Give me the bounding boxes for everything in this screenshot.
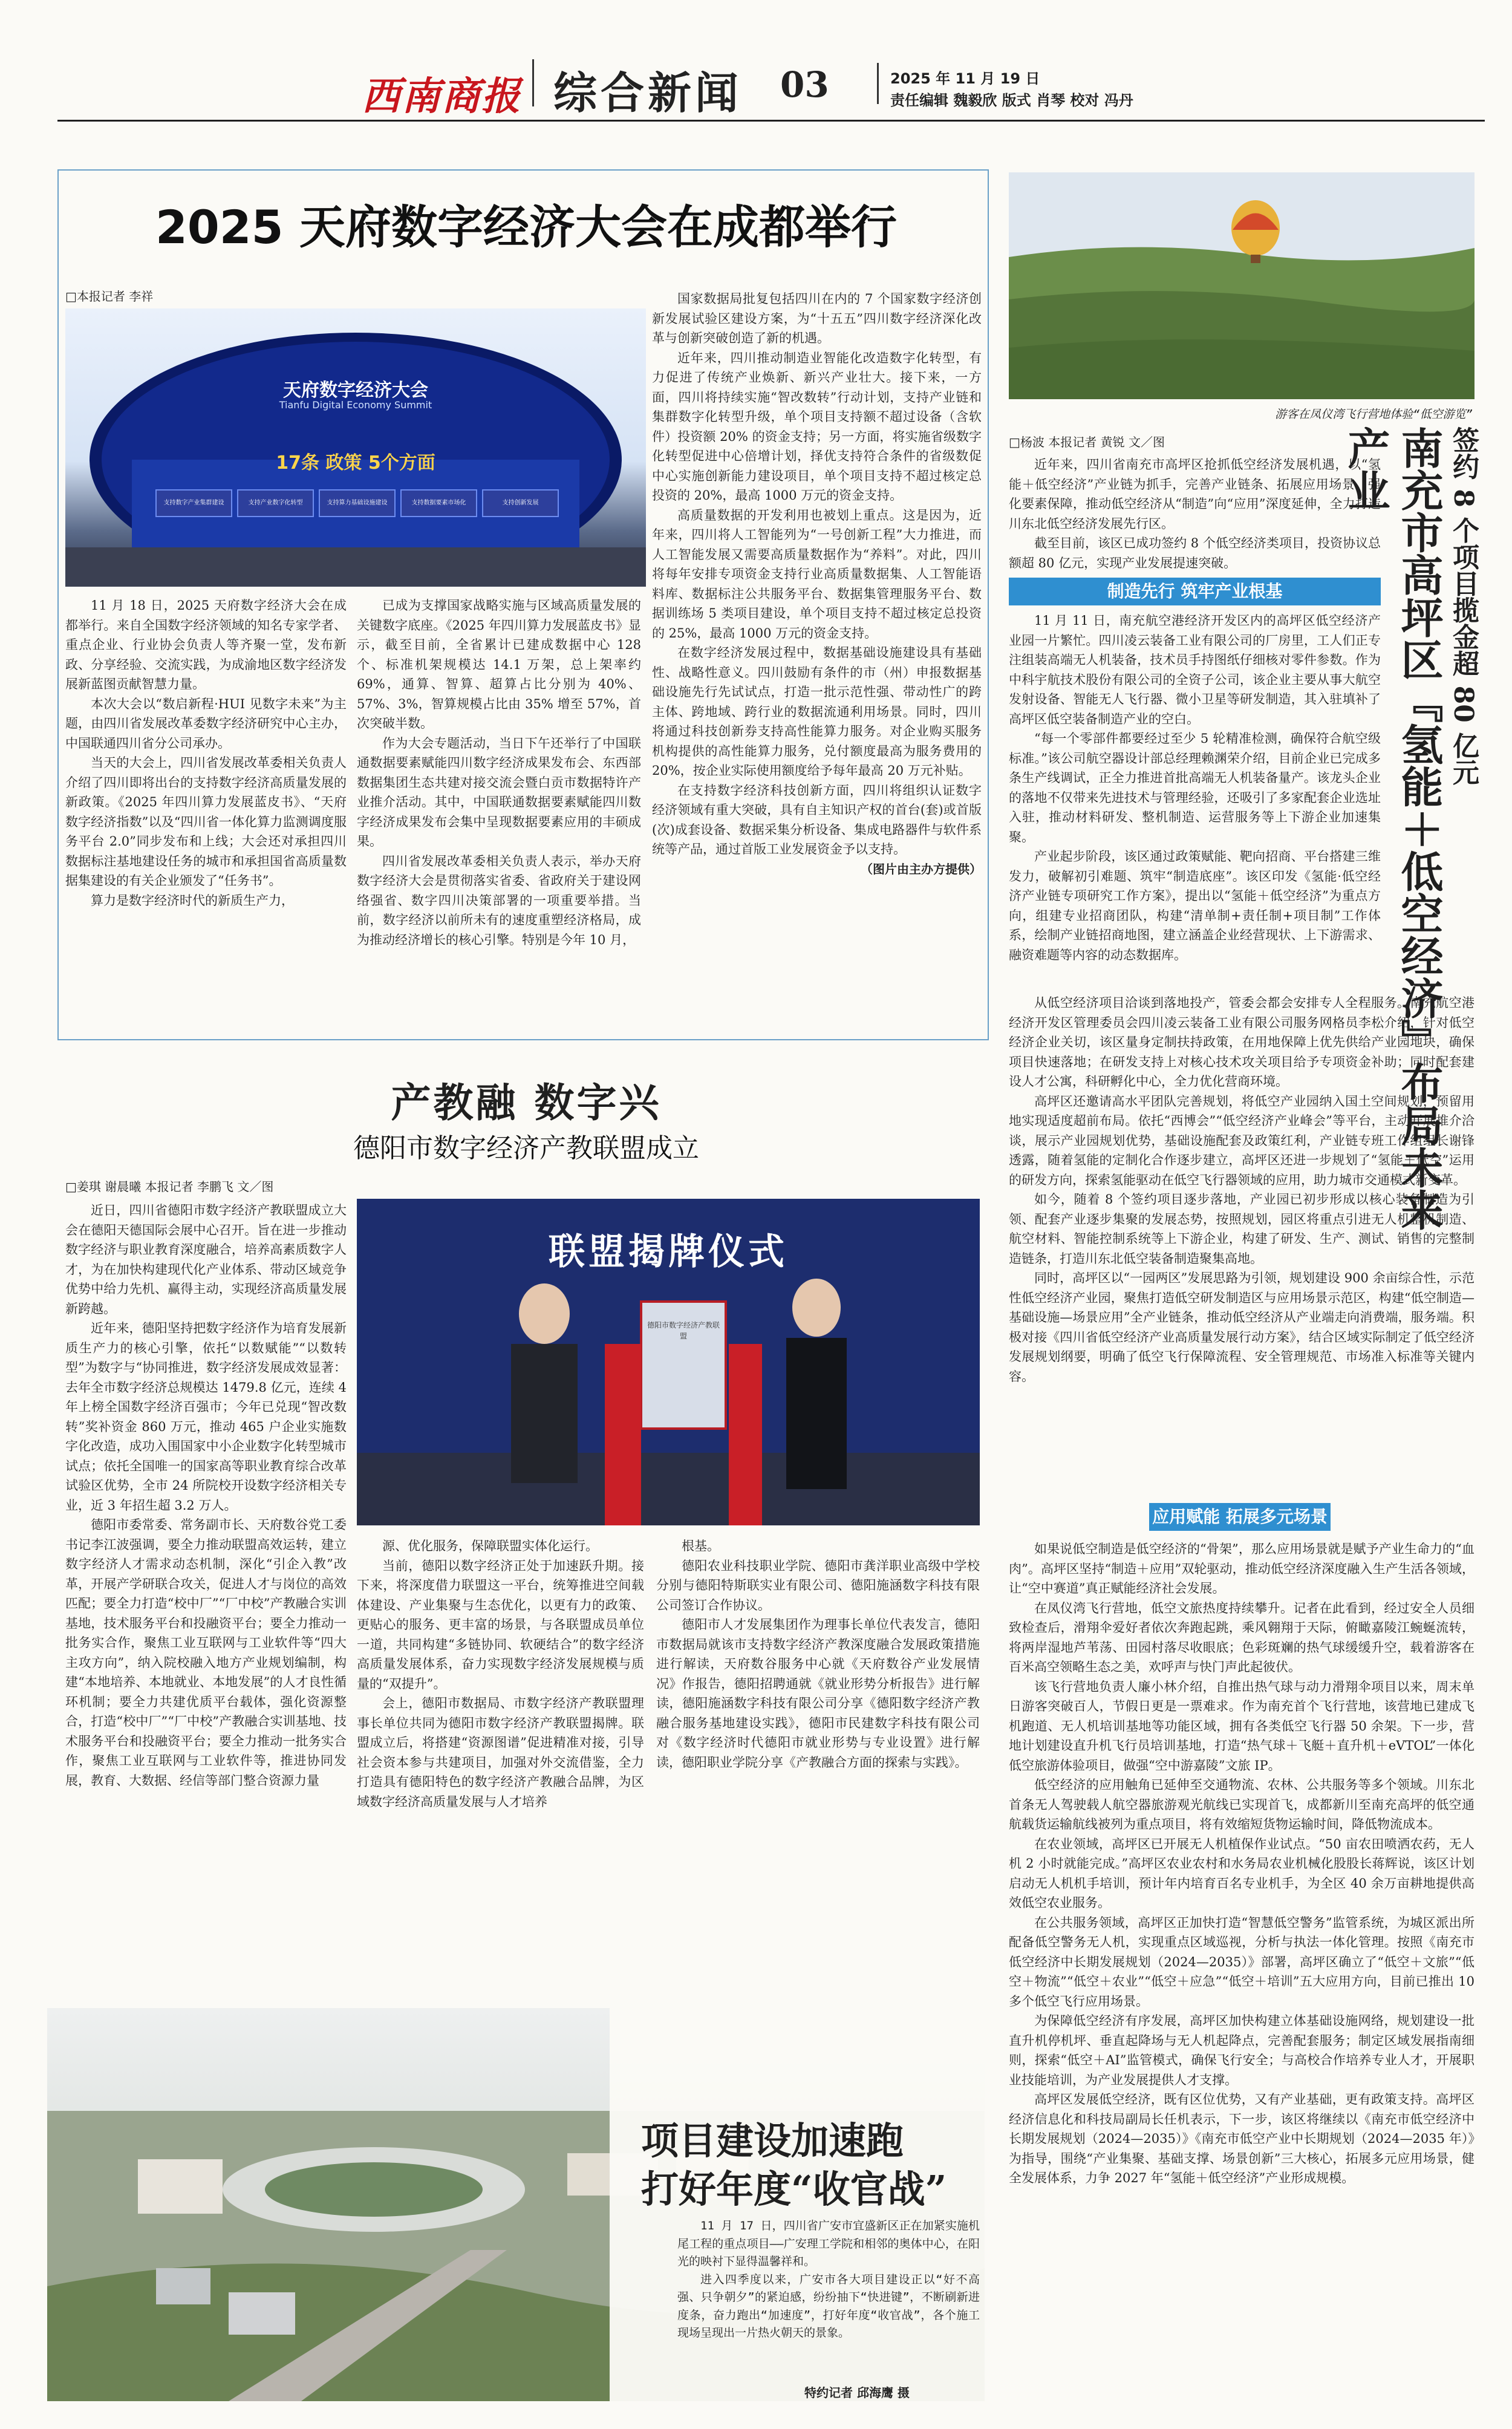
paragraph: 近年来，德阳坚持把数字经济作为培育发展新质生产力的核心引擎，依托“以数赋能”“以数转型”为数字与“协同推进，数字经济发展成效显著：去年全市数字经济总规模达 1479.8 亿元，连续 4 年上榜全国数字经济百强市；今年已兑现“智改数转”奖补资金 860 万元，推动 465 户企业实施数字化改造，成功入围国家中小企业数字化转型城市试点；依托全国唯一的国家高等职业教育综合改革试验区优势，全市 24 所院校开设数字经济相关专业，近 3 年招生超 3.2 万人。 — [65, 1321, 347, 1513]
summit-panel: 支持创新发展 — [502, 500, 539, 506]
paragraph: 在支持数字经济科技创新方面，四川将组织认证数字经济领域有重大突破，具有自主知识产权的首台(套)或首版(次)成套设备、数据采集分析设备、集成电路器件与软件系统等产品，通过首版工业发展资金予以支持。 — [652, 783, 982, 856]
paragraph: 四川省发展改革委相关负责人表示，举办天府数字经济大会是贯彻落实省委、省政府关于建设网络强省、数字四川决策部署的一项重要举措。当前，数字经济以前所未有的速度重塑经济格局，成为推动经济增长的核心引擎。特别是今年 10 月， — [357, 853, 641, 947]
article2-column-1 — [65, 1201, 347, 2023]
article3-text — [677, 2217, 980, 2381]
article4-intro — [1009, 455, 1381, 570]
article3-photo-credit: 特约记者 邱海鹰 摄 — [804, 2385, 910, 2400]
paragraph: 作为大会专题活动，当日下午还举行了中国联通数据要素赋能四川数字经济成果发布会、东西部数据集团生态共建对接交流会暨白贡市数据特许产业推介活动。其中，中国联通数据要素赋能四川数字经济成果发布会集中呈现数据要素应用的丰硕成果。 — [357, 735, 641, 849]
paragraph: 德阳市人才发展集团作为理事长单位代表发言，德阳市数据局就该市支持数字经济产教深度融合发展政策措施进行解读，天府数谷服务中心就《天府数谷产业发展情况》作报告，德阳招聘通就《就业形势分析报告》进行解读，德阳施涵数字科技有限公司分享《德阳数字经济产教融合服务基地建设实践》，德阳市民建数字科技有限公司对《数字经济时代德阳市就业形势与专业设置》进行解读，德阳职业学院分享《产教融合方面的探索与实践》。 — [656, 1617, 980, 1770]
paragraph: 国家数据局批复包括四川在内的 7 个国家数字经济创新发展试验区建设方案，为“十五五”四川数字经济深化改革与创新突破创造了新的机遇。 — [652, 292, 982, 345]
paragraph: 11 月 11 日，南充航空港经济开发区内的高坪区低空经济产业园一片繁忙。四川凌云装备工业有限公司的厂房里，工人们正专注组装高端无人机装备，技术员手持图纸仔细核对零件参数。作为中科宇航技术股份有限公司的全资子公司，该企业主要从事大航空发射设备、智能无人飞行器、微小卫星等研发制造，其入驻填补了高坪区低空装备制造产业的空白。 — [1009, 613, 1381, 726]
hot-air-balloon-photo — [1009, 172, 1475, 399]
paragraph: 高坪区还邀请高水平团队完善规划，将低空产业园纳入国土空间规划，预留用地实现适度超前布局。依托“西博会”“低空经济产业峰会”等平台，主动开展推介洽谈，展示产业园规划优势，基础设施配套及政策红利，产业链专班工作组组长谢锋透露，随着氢能的定制化合作逐步建立，高坪区还进一步规划了“氢能＋低空”运用的研发方向，探索氢能驱动在低空飞行器领域的应用，助力城市交通模式新变革。 — [1009, 1094, 1475, 1187]
masthead-divider — [532, 59, 534, 106]
balloon-photo-caption: 游客在凤仪湾飞行营地体验“低空游览” — [1275, 408, 1473, 421]
paragraph: 进入四季度以来，广安市各大项目建设正以“好不高强、只争朝夕”的紧迫感，纷纷抽下“快进键”，不断刷新进度条，奋力跑出“加速度”，打好年度“收官战”，各个施工现场呈现出一片热火朝天的景象。 — [677, 2272, 980, 2339]
summit-panel: 支持数字产业集群建设 — [163, 500, 224, 506]
article4-section1 — [1009, 611, 1381, 989]
paragraph: 德阳农业科技职业学院、德阳市龚洋职业高级中学校分别与德阳特斯联实业有限公司、德阳施涵数字科技有限公司签订合作协议。 — [656, 1558, 980, 1612]
page-number: 03 — [780, 64, 829, 105]
article4-section3 — [1009, 1539, 1475, 2404]
paragraph: 高质量数据的开发利用也被划上重点。这是因为，近年来，四川将人工智能列为“一号创新工程”大力推进，而人工智能发展又需要高质量数据作为“养料”。对此，四川将每年安排专项资金支持行业高质量数据集、人工智能语料库、数据标注公共服务平台、数据集管理服务平台、数据训练场 5 类项目建设，单个项目支持不超过核定总投资的 25%，最高 1000 万元的资金支持。 — [652, 507, 982, 641]
article1-column-3 — [652, 289, 982, 1033]
paragraph: 近年来，四川推动制造业智能化改造数字化转型，有力促进了传统产业焕新、新兴产业壮大。接下来，一方面，四川将持续实施“智改数转”行动计划，支持产业链和集群数字化转型升级，单个项目支持额不超过设备（含软件）投资额 20% 的资金支持；另一方面，将实施省级数字化转型促进中心倍增计划，择优支持符合条件的省级数促中心实施创新能力建设项目，单个项目支持不超过核定总投资的 20%，最高 1000 万元的资金支持。 — [652, 350, 982, 503]
article2-column-2 — [357, 1536, 644, 1996]
editor-credits: 责任编辑 魏毅欣 版式 肖琴 校对 冯丹 — [890, 92, 1133, 109]
paragraph: 产业起步阶段，该区通过政策赋能、靶向招商、平台搭建三维发力，破解初引难题、筑牢“制造底座”。该区印发《氢能·低空经济产业链专项研究工作方案》，提出以“氢能＋低空经济”为重点方向，组建专业招商团队，构建“清单制+责任制+项目制”工作体系，绘制产业链招商地图，建立涵盖企业经营现状、上下游需求、融资难题等内容的动态数据库。 — [1009, 849, 1381, 962]
paragraph: “每一个零部件都要经过至少 5 轮精准检测，确保符合航空级标准。”该公司航空器设计部总经理赖渊荣介绍，目前企业已完成多条生产线调试，正全力推进首批高端无人机装备量产。该龙头企业的落地不仅带来先进技术与管理经验，还吸引了多家配套企业选址入驻，推动材料研发、整机制造、运营服务等上下游企业加速集聚。 — [1009, 731, 1381, 844]
alliance-plaque-text: 德阳市数字经济产教联盟 — [647, 1321, 720, 1340]
article3-headline-2: 打好年度“收官战” — [641, 2167, 947, 2211]
summit-panel: 支持产业数字化转型 — [248, 500, 303, 506]
article4-byline: □杨波 本报记者 黄锐 文／图 — [1009, 435, 1165, 449]
article4-section2 — [1009, 993, 1475, 1490]
article1-column-1 — [65, 596, 347, 1028]
paragraph: 源、优化服务，保障联盟实体化运行。 — [382, 1539, 598, 1553]
summit-photo — [65, 308, 646, 587]
alliance-photo — [357, 1199, 980, 1525]
article4-headline: 南充市高坪区『氢能＋低空经济』布局未来产业 — [1341, 426, 1444, 1231]
paragraph: 同时，高坪区以“一园两区”发展思路为引领，规划建设 900 余亩综合性，示范性低空经济产业园，聚焦打造低空研发制造区与应用场景示范区，构建“低空制造—基础设施—场景应用”全产业链条，推动低空经济从产业端走向消费端，服务端。积极对接《四川省低空经济产业高质量发展行动方案》，结合区域实际制定了低空经济发展规划纲要，明确了低空飞行保障流程、安全管理规范、市场准入标准等关键内容。 — [1009, 1271, 1475, 1384]
paragraph: 11 月 17 日，四川省广安市宜盛新区正在加紧实施机尾工程的重点项目——广安理工学院和相邻的奥体中心，在阳光的映衬下显得温馨祥和。 — [677, 2219, 980, 2268]
article3-headline-1: 项目建设加速跑 — [641, 2119, 904, 2163]
paragraph: 在公共服务领域，高坪区正加快打造“智慧低空警务”监管系统，为城区派出所配备低空警务无人机，实现重点区域巡视，分析与执法一体化管理。按照《南充市低空经济中长期发展规划（2024—2035）》部署，高坪区确立了“低空＋文旅”“低空＋物流”“低空＋农业”“低空＋应急”“低空＋培训”五大应用方向，目前已推出 10 多个低空飞行应用场景。 — [1009, 1915, 1475, 2009]
summit-panel: 支持数据要素市场化 — [411, 500, 466, 506]
article1-headline: 2025 天府数字经济大会在成都举行 — [155, 200, 897, 254]
article1-photo-credit: （图片由主办方提供） — [861, 861, 982, 876]
summit-panel: 支持算力基础设施建设 — [327, 500, 388, 506]
article1-byline: □本报记者 李祥 — [65, 289, 154, 304]
masthead-rule — [57, 120, 1485, 122]
article4-kicker: 签约 8 个项目揽金超 80 亿元 — [1448, 426, 1479, 786]
paragraph: 本次大会以“数启新程·HUI 见数字未来”为主题，由四川省发展改革委数字经济研究中心主办，中国联通四川省分公司承办。 — [65, 696, 347, 751]
article2-column-3 — [656, 1536, 980, 1996]
paragraph: 11 月 18 日，2025 天府数字经济大会在成都举行。来自全国数字经济领域的知名专家学者、重点企业、行业协会负责人等齐聚一堂，发布新政、分享经验、交流实践，为成渝地区数字经济发展新蓝图贡献智慧力量。 — [65, 598, 347, 691]
paragraph: 近日，四川省德阳市数字经济产教联盟成立大会在德阳天德国际会展中心召开。旨在进一步推动数字经济与职业教育深度融合，培养高素质数字人才，为在加快构建现代化产业体系、带动区域竞争优势中给力先机、赢得主动，实现经济高质量发展新跨越。 — [65, 1203, 347, 1316]
summit-screen-subtitle: Tianfu Digital Economy Summit — [279, 399, 432, 411]
section-title-manufacturing: 制造先行 筑牢产业根基 — [1009, 578, 1381, 605]
masthead — [0, 0, 1512, 119]
alliance-banner-title: 联盟揭牌仪式 — [549, 1231, 788, 1273]
paragraph: 当前，德阳以数字经济正处于加速跃升期。接下来，将深度借力联盟这一平台，统筹推进空间载体建设、产业集聚与生态优化，以更有力的政策、更贴心的服务、更丰富的场景，与各联盟成员单位一道，共同构建“多链协同、软硬结合”的数字经济高质量发展体系，奋力实现数字经济发展规模与质量的“双提升”。 — [357, 1558, 644, 1691]
paragraph: 在数字经济发展过程中，数据基础设施建设具有基础性、战略性意义。四川鼓励有条件的市（州）申报数据基础设施先行先试试点，打造一批示范性强、带动性广的跨主体、跨地域、跨行业的数据流通利用场景。同时，四川将通过科技创新券支持高性能算力服务。对企业购买服务机构提供的高性能算力服务，兑付额度最高为服务费用的 20%，按企业实际使用额度给予每年最高 20 万元补贴。 — [652, 645, 982, 778]
summit-screen-title: 天府数字经济大会 — [283, 380, 428, 401]
article2-headline: 产教融 数字兴 — [391, 1079, 662, 1126]
article2-byline: □姜琪 谢晨曦 本报记者 李鹏飞 文／图 — [65, 1179, 274, 1194]
paragraph: 算力是数字经济时代的新质生产力， — [91, 893, 294, 908]
paragraph: 如今，随着 8 个签约项目逐步落地，产业园已初步形成以核心装备制造为引领、配套产业逐步集聚的发展态势，按照规划，园区将重点引进无人机整机制造、航空材料、智能控制系统等上下游企业，构建了研发、生产、测试、销售的完整制造链条，打造川东北低空装备制造聚集高地。 — [1009, 1192, 1475, 1266]
paragraph: 德阳市委常委、常务副市长、天府数谷党工委书记李江波强调，要全力推动联盟高效运转，建立数字经济人才需求动态机制，深化“引企入教”改革，开展产学研联合攻关，促进人才与岗位的高效匹配；要全力打造“校中厂”“厂中校”产教融合实训基地，技术服务平台和投融资平台；要全力推动一批务实合作，聚焦工业互联网与工业软件等“四大主攻方向”，纳入院校融入地方产业规划编制，构建“本地培养、本地就业、本地发展”的人才良性循环机制；要全力共建优质平台载体，强化资源整合，打造“校中厂”“厂中校”产教融合实训基地、技术服务平台和投融资平台；要全力推动一批务实合作，聚焦工业互联网与工业软件等，推进协同发展，教育、大数据、经信等部门整合资源力量 — [65, 1518, 347, 1788]
paragraph: 该飞行营地负责人廉小林介绍，自推出热气球与动力滑翔伞项目以来，周末单日游客突破百人，节假日更是一票难求。作为南充首个飞行营地，该营地已建成飞机跑道、无人机培训基地等功能区域，拥有各类低空飞行器 50 余架。下一步，营地计划建设直升机飞行员培训基地，打造“热气球＋飞艇＋直升机＋eVTOL”一体化低空旅游体验项目，做强“空中游嘉陵”文旅 IP。 — [1009, 1679, 1475, 1773]
paragraph: 当天的大会上，四川省发展改革委相关负责人介绍了四川即将出台的支持数字经济高质量发展的新政策。《2025 年四川算力发展蓝皮书》、“天府数字经济指数”以及“四川省一体化算力监测调度服务平台 2.0”同步发布和上线；大会还对承担四川数据标注基地建设任务的城市和承担国省高质量数据集建设的有关企业颁发了“任务书”。 — [65, 755, 347, 888]
section-name: 综合新闻 — [553, 67, 743, 119]
paragraph: 低空经济的应用触角已延伸至交通物流、农林、公共服务等多个领域。川东北首条无人驾驶载人航空器旅游观光航线已实现首飞，成都新川至南充高坪的低空通航载货运输航线被列为重点项目，将有效缩短货物运输时间，降低物流成本。 — [1009, 1778, 1475, 1831]
paragraph: 根基。 — [682, 1539, 720, 1553]
article2-subheadline: 德阳市数字经济产教联盟成立 — [353, 1133, 699, 1164]
paragraph: 近年来，四川省南充市高坪区抢抓低空经济发展机遇，以“氢能＋低空经济”产业链为抓手，完善产业链条、拓展应用场景、强化要素保障，推动低空经济从“制造”向“应用”深度延伸，全力打造川东北低空经济发展先行区。 — [1009, 457, 1381, 531]
paragraph: 在农业领域，高坪区已开展无人机植保作业试点。“50 亩农田喷洒农药，无人机 2 小时就能完成。”高坪区农业农村和水务局农业机械化股股长蒋辉说，该区计划启动无人机机手培训，预计年内培育百名专业机手，为全区 40 余万亩耕地提供高效低空农业服务。 — [1009, 1836, 1475, 1910]
paragraph: 高坪区发展低空经济，既有区位优势，又有产业基础，更有政策支持。高坪区经济信息化和科技局副局长任机表示，下一步，该区将继续以《南充市低空经济中长期发展规划（2024—2035）》《南充市低空产业中长期规划（2024—2035 年）》为指导，围绕“产业集聚、基础支撑、场景创新”三大核心，拓展多元应用场景，健全发展体系，力争 2027 年“氢能＋低空经济”产业形成规模。 — [1009, 2092, 1475, 2185]
paragraph: 如果说低空制造是低空经济的“骨架”，那么应用场景就是赋予产业生命力的“血肉”。高坪区坚持“制造＋应用”双轮驱动，推动低空经济深度融入生产生活各领域，让“空中赛道”真正赋能经济社会发展。 — [1009, 1542, 1475, 1596]
article1-column-2 — [357, 596, 641, 1028]
paper-name: 西南商报 — [362, 74, 521, 119]
paragraph: 已成为支撑国家战略实施与区域高质量发展的关键数字底座。《2025 年四川算力发展蓝皮书》显示，截至目前，全省累计已建成数据中心 128 个、标准机架规模达 14.1 万架，总上架率约 69%，通算、智算、超算占比分别为 40%、57%、3%，智算规模占比由 35% 增至 57%，首次突破半数。 — [357, 598, 641, 731]
paragraph: 从低空经济项目洽谈到落地投产，管委会都会安排专人全程服务。南充航空港经济开发区管理委员会四川凌云装备工业有限公司服务网格员李松介绍，针对低空经济企业关切，该区量身定制扶持政策，在用地保障上优先供给产业园地块，确保项目快速落地；在研发支持上对核心技术攻关项目给予专项资金补助；同时配套建设人才公寓，科研孵化中心，全力优化营商环境。 — [1009, 996, 1475, 1089]
paragraph: 截至目前，该区已成功签约 8 个低空经济类项目，投资协议总额超 80 亿元，实现产业发展提速突破。 — [1009, 536, 1381, 570]
paragraph: 为保障低空经济有序发展，高坪区加快构建立体基础设施网络，规划建设一批直升机停机坪、垂直起降场与无人机起降点，完善配套服务；制定区域发展指南细则，探索“低空＋AI”监管模式，确保飞行安全；与高校合作培养专业人才，开展职业技能培训，为产业发展提供人才支撑。 — [1009, 2013, 1475, 2087]
summit-policy-stats: 17条 政策 5个方面 — [276, 452, 435, 474]
issue-date: 2025 年 11 月 19 日 — [890, 70, 1040, 87]
paragraph: 在凤仪湾飞行营地，低空文旅热度持续攀升。记者在此看到，经过安全人员细致检查后，滑翔伞爱好者依次奔跑起跳，乘风翱翔于天际，俯瞰嘉陵江蜿蜒流转，将两岸湿地芦苇荡、田园村落尽收眼底；色彩斑斓的热气球缓缓升空，载着游客在百米高空领略生态之美，欢呼声与快门声此起彼伏。 — [1009, 1600, 1475, 1674]
paragraph: 会上，德阳市数据局、市数字经济产教联盟理事长单位共同为德阳市数字经济产教联盟揭牌。联盟成立后，将搭建“资源图谱”促进精准对接，引导社会资本参与共建项目，加强对外交流借鉴，全力打造具有德阳特色的数字经济产教融合品牌，为区域数字经济高质量发展与人才培养 — [357, 1696, 644, 1809]
section-title-applications: 应用赋能 拓展多元场景 — [1149, 1503, 1331, 1531]
masthead-divider-2 — [877, 63, 879, 104]
balloon-landscape-graphic — [1009, 172, 1475, 399]
